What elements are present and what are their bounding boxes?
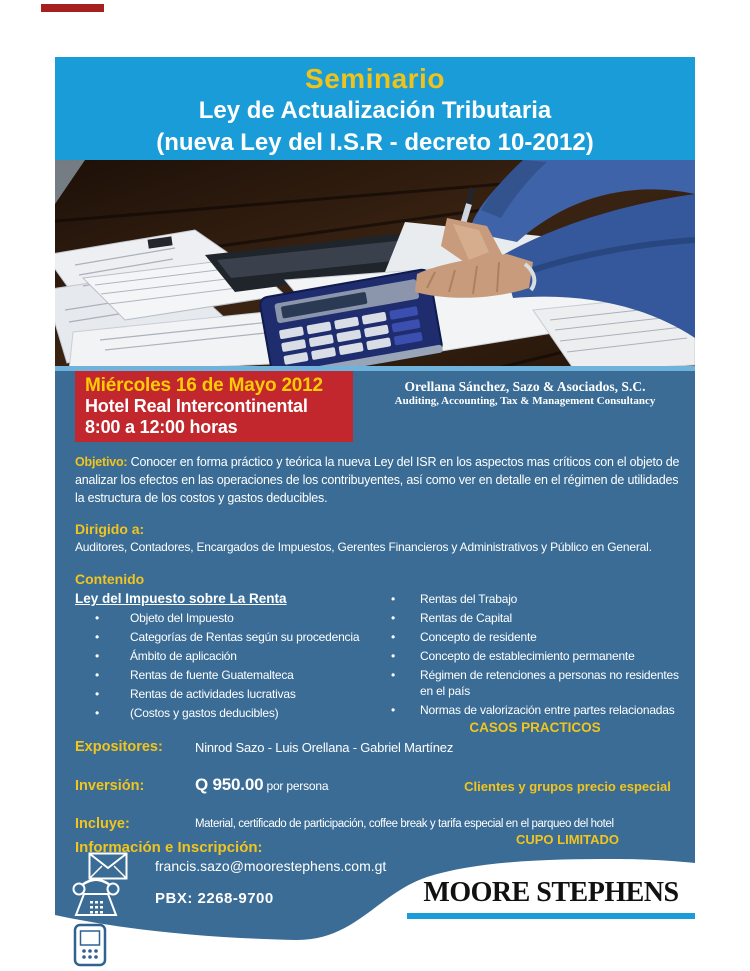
expositores-label: Expositores: [75,739,163,755]
list-item: • Régimen de retenciones a personas no residentes en el país [385,667,690,699]
list-item: • Concepto de residente [385,629,690,645]
contact-email: francis.sazo@moorestephens.com.gt [155,858,387,874]
flyer-header [55,57,695,160]
inversion-unit: por persona [263,779,329,793]
event-date: Miércoles 16 de Mayo 2012 [85,375,323,396]
seminar-photo [55,160,695,371]
list-item: • (Costos y gastos deducibles) [75,705,375,721]
seminar-photo-illustration [55,160,695,371]
dirigido-text: Auditores, Contadores, Encargados de Impuestos, Gerentes Financieros y Administrativos y Público en General. [75,540,652,554]
expositores-value: Ninrod Sazo - Luis Orellana - Gabriel Martínez [195,740,454,755]
list-item: • Rentas de fuente Guatemalteca [75,667,375,683]
moore-stephens-logo-underline [407,913,695,919]
inversion-note: Clientes y grupos precio especial [464,779,671,794]
event-time: 8:00 a 12:00 horas [85,417,238,437]
event-venue: Hotel Real Intercontinental [85,396,308,416]
casos-practicos-highlight: CASOS PRACTICOS [469,720,601,735]
objetivo-text: Conocer en forma práctico y teórica la nueva Ley del ISR en los aspectos mas críticos con el objeto de analizar los efectos en las operaciones de los contribuyentes, así como ver en detalle en el régimen de utilidades la estructura de los costos y gastos deducibles. [75,455,680,505]
firm-block [370,379,680,407]
contenido-left-heading: Ley del Impuesto sobre La Renta [75,591,287,606]
incluye-value: Material, certificado de participación, coffee break y tarifa especial en el parqueo del hotel [195,818,614,830]
firm-name: Orellana Sánchez, Sazo & Asociados, S.C. [404,379,646,394]
contenido-right-list [385,591,690,721]
moore-stephens-logo [407,877,695,919]
event-banner [75,371,353,442]
contact-pbx: PBX: 2268-9700 [155,890,274,907]
contenido-label: Contenido [75,571,145,587]
list-item: • Normas de valorización entre partes relacionadas [385,702,690,718]
list-item: • Concepto de establecimiento permanente [385,648,690,664]
inversion-value [195,775,328,795]
inversion-label: Inversión: [75,778,145,794]
list-item: • Objeto del Impuesto [75,610,375,626]
top-red-accent-bar [41,4,104,12]
list-item: • Ámbito de aplicación [75,648,375,664]
list-item: • Categorías de Rentas según su procedencia [75,629,375,645]
objetivo-paragraph [75,453,687,507]
incluye-label: Incluye: [75,816,130,832]
contenido-left-list [75,610,375,724]
objetivo-label: Objetivo: [75,455,128,469]
cupo-limitado: CUPO LIMITADO [515,832,620,847]
mobile-phone-icon [73,923,107,971]
moore-stephens-logo-text: MOORE STEPHENS [423,877,679,908]
list-item: • Rentas de Capital [385,610,690,626]
flyer-subtitle-2: (nueva Ley del I.S.R - decreto 10-2012) [156,129,594,156]
list-item: • Rentas de actividades lucrativas [75,686,375,702]
firm-tagline: Auditing, Accounting, Tax & Management Consultancy [394,395,656,407]
inversion-amount: Q 950.00 [195,775,264,794]
flyer-body [55,371,695,945]
flyer-title: Seminario [305,63,445,94]
list-item: • Rentas del Trabajo [385,591,690,607]
dirigido-label: Dirigido a: [75,521,145,537]
flyer-subtitle-1: Ley de Actualización Tributaria [198,97,552,124]
info-inscripcion-label: Información e Inscripción: [75,839,263,856]
